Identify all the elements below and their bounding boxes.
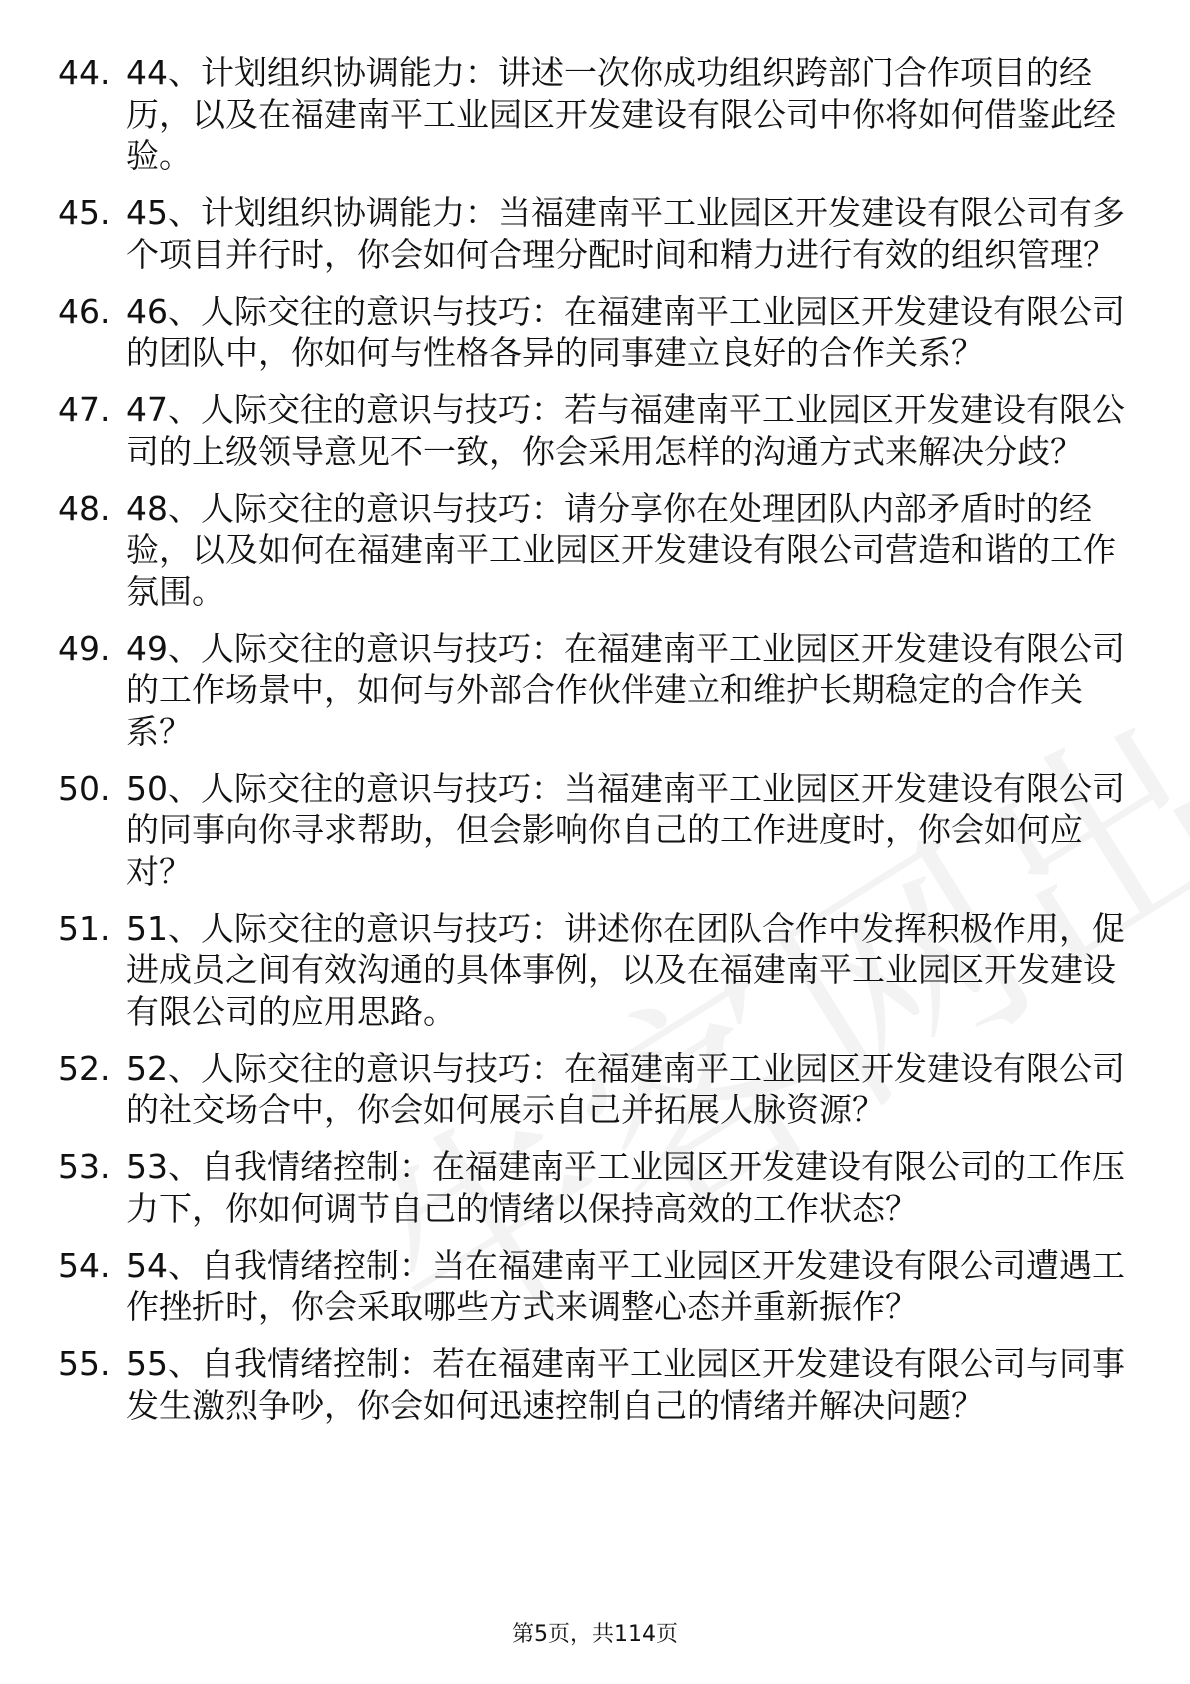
question-number: 45. bbox=[58, 193, 111, 232]
question-item bbox=[58, 291, 1138, 374]
question-item bbox=[58, 192, 1138, 275]
question-number: 47. bbox=[58, 390, 111, 429]
question-item bbox=[58, 389, 1138, 472]
question-number: 54. bbox=[58, 1245, 111, 1285]
question-text: 51、人际交往的意识与技巧：讲述你在团队合作中发挥积极作用，促进成员之间有效沟通的具体事例，以及在福建南平工业园区开发建设有限公司的应用思路。 bbox=[126, 908, 1125, 1031]
question-number: 48. bbox=[58, 488, 111, 528]
question-number: 50. bbox=[58, 768, 111, 808]
question-text: 53、自我情绪控制：在福建南平工业园区开发建设有限公司的工作压力下，你如何调节自己的情绪以保持高效的工作状态？ bbox=[126, 1147, 1125, 1228]
page-number-label: 第5页，共114页 bbox=[512, 1622, 678, 1647]
question-text: 52、人际交往的意识与技巧：在福建南平工业园区开发建设有限公司的社交场合中，你会如何展示自己并拓展人脉资源？ bbox=[126, 1048, 1125, 1129]
question-item bbox=[58, 1343, 1138, 1426]
question-number: 49. bbox=[58, 628, 111, 668]
question-number: 55. bbox=[58, 1344, 111, 1383]
question-text: 45、计划组织协调能力：当福建南平工业园区开发建设有限公司有多个项目并行时，你会如何合理分配时间和精力进行有效的组织管理？ bbox=[126, 193, 1125, 274]
question-text: 50、人际交往的意识与技巧：当福建南平工业园区开发建设有限公司的同事向你寻求帮助，但会影响你自己的工作进度时，你会如何应对？ bbox=[126, 768, 1125, 891]
page-footer bbox=[0, 1617, 1190, 1648]
question-item bbox=[58, 1146, 1138, 1229]
question-item bbox=[58, 768, 1138, 893]
question-item bbox=[58, 628, 1138, 753]
question-number: 53. bbox=[58, 1147, 111, 1186]
question-list bbox=[58, 52, 1138, 1442]
question-item bbox=[58, 488, 1138, 613]
question-item bbox=[58, 908, 1138, 1033]
question-text: 46、人际交往的意识与技巧：在福建南平工业园区开发建设有限公司的团队中，你如何与性格各异的同事建立良好的合作关系？ bbox=[126, 291, 1125, 372]
question-number: 46. bbox=[58, 291, 111, 331]
question-item bbox=[58, 1048, 1138, 1131]
question-text: 47、人际交往的意识与技巧：若与福建南平工业园区开发建设有限公司的上级领导意见不一致，你会采用怎样的沟通方式来解决分歧？ bbox=[126, 390, 1125, 471]
question-text: 54、自我情绪控制：当在福建南平工业园区开发建设有限公司遭遇工作挫折时，你会采取哪些方式来调整心态并重新振作？ bbox=[126, 1245, 1125, 1326]
question-number: 44. bbox=[58, 53, 111, 92]
question-text: 49、人际交往的意识与技巧：在福建南平工业园区开发建设有限公司的工作场景中，如何与外部合作伙伴建立和维护长期稳定的合作关系？ bbox=[126, 628, 1125, 751]
question-number: 51. bbox=[58, 908, 111, 948]
question-item bbox=[58, 52, 1138, 177]
question-number: 52. bbox=[58, 1048, 111, 1088]
question-text: 44、计划组织协调能力：讲述一次你成功组织跨部门合作项目的经历，以及在福建南平工业园区开发建设有限公司中你将如何借鉴此经验。 bbox=[126, 53, 1116, 175]
question-item bbox=[58, 1245, 1138, 1328]
question-text: 48、人际交往的意识与技巧：请分享你在处理团队内部矛盾时的经验，以及如何在福建南平工业园区开发建设有限公司营造和谐的工作氛围。 bbox=[126, 488, 1116, 611]
question-text: 55、自我情绪控制：若在福建南平工业园区开发建设有限公司与同事发生激烈争吵，你会如何迅速控制自己的情绪并解决问题？ bbox=[126, 1344, 1125, 1425]
